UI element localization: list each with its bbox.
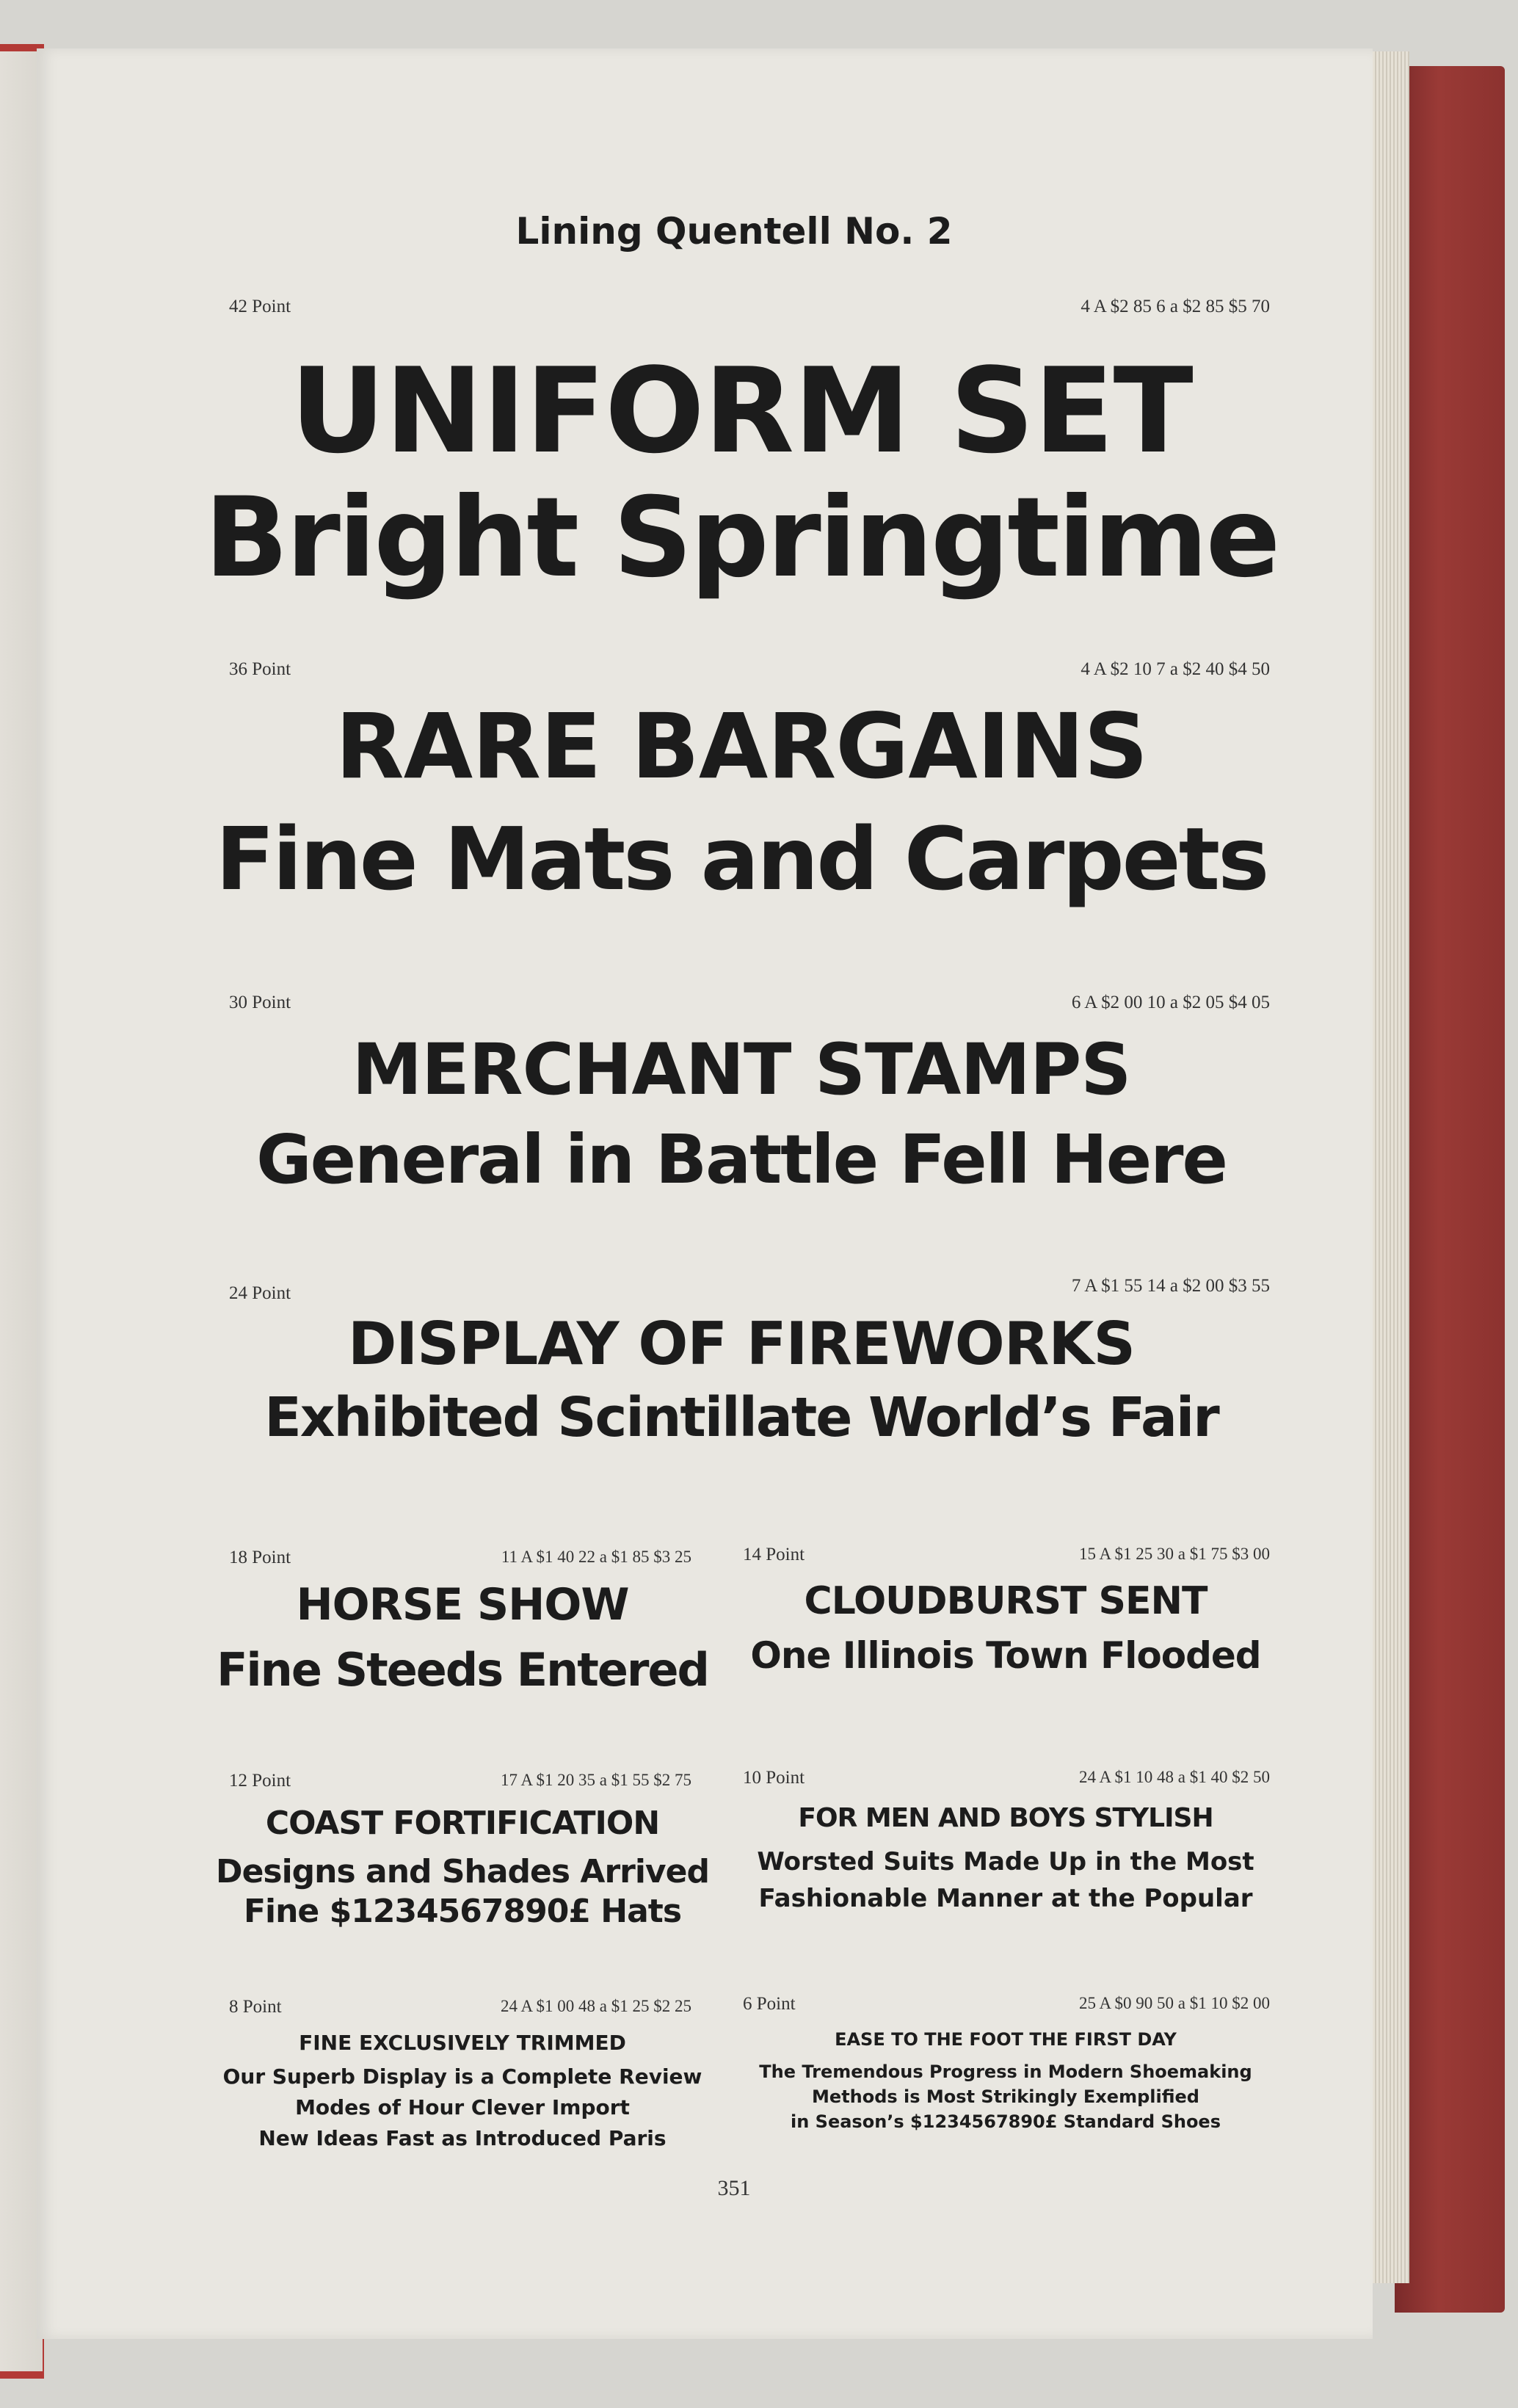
specimen-line: Modes of Hour Clever Import [295,2095,630,2119]
specimen-price: 11 A $1 40 22 a $1 85 $3 25 [501,1548,691,1566]
specimen-size-label: 24 Point [229,1283,291,1303]
book-page [37,48,1373,2339]
page-number: 351 [717,2176,751,2200]
specimen-price: 24 A $1 10 48 a $1 40 $2 50 [1078,1768,1270,1786]
specimen-line: New Ideas Fast as Introduced Paris [258,2126,667,2150]
specimen-line: HORSE SHOW [296,1579,629,1631]
specimen-line: UNIFORM SET [290,342,1193,479]
specimen-line: FINE EXCLUSIVELY TRIMMED [299,2031,626,2055]
specimen-line: Fashionable Manner at the Popular [758,1884,1253,1913]
specimen-line: DISPLAY OF FIREWORKS [347,1310,1136,1378]
specimen-line: Fine Steeds Entered [217,1643,708,1697]
specimen-price: 24 A $1 00 48 a $1 25 $2 25 [500,1997,691,2015]
specimen-line: in Season’s $1234567890£ Standard Shoes [791,2111,1221,2132]
specimen-price: 4 A $2 10 7 a $2 40 $4 50 [1081,659,1270,679]
specimen-price: 17 A $1 20 35 a $1 55 $2 75 [500,1771,691,1789]
specimen-line: CLOUDBURST SENT [804,1579,1208,1623]
specimen-line: FOR MEN AND BOYS STYLISH [798,1803,1213,1833]
specimen-price: 6 A $2 00 10 a $2 05 $4 05 [1071,993,1270,1012]
specimen-size-label: 36 Point [229,659,291,679]
specimen-line: One Illinois Town Flooded [750,1634,1261,1677]
specimen-line: Designs and Shades Arrived [216,1853,709,1890]
specimen-price: 7 A $1 55 14 a $2 00 $3 55 [1071,1276,1270,1296]
specimen-line: Fine $1234567890£ Hats [243,1893,682,1930]
specimen-line: Bright Springtime [204,474,1279,602]
specimen-line: Methods is Most Strikingly Exemplified [812,2086,1199,2107]
specimen-line: General in Battle Fell Here [256,1120,1227,1199]
specimen-size-label: 18 Point [229,1548,291,1567]
specimen-line: The Tremendous Progress in Modern Shoemaking [759,2061,1252,2082]
book-cover-right [1395,66,1505,2313]
specimen-size-label: 42 Point [229,297,291,316]
specimen-size-label: 8 Point [229,1997,282,2017]
specimen-size-label: 30 Point [229,993,291,1012]
specimen-size-label: 12 Point [229,1771,291,1791]
specimen-line: Our Superb Display is a Complete Review [222,2064,702,2089]
page-title: Lining Quentell No. 2 [515,210,953,253]
specimen-size-label: 10 Point [743,1768,805,1788]
specimen-line: RARE BARGAINS [335,695,1148,799]
specimen-size-label: 14 Point [743,1545,805,1564]
specimen-price: 15 A $1 25 30 a $1 75 $3 00 [1078,1545,1270,1563]
specimen-line: EASE TO THE FOOT THE FIRST DAY [835,2029,1177,2050]
specimen-line: Exhibited Scintillate World’s Fair [264,1386,1219,1449]
specimen-size-label: 6 Point [743,1994,796,2014]
specimen-line: Fine Mats and Carpets [215,808,1268,910]
specimen-line: MERCHANT STAMPS [352,1029,1131,1111]
specimen-line: COAST FORTIFICATION [265,1805,660,1842]
specimen-price: 25 A $0 90 50 a $1 10 $2 00 [1078,1994,1270,2012]
specimen-line: Worsted Suits Made Up in the Most [757,1847,1254,1876]
specimen-price: 4 A $2 85 6 a $2 85 $5 70 [1081,297,1270,316]
